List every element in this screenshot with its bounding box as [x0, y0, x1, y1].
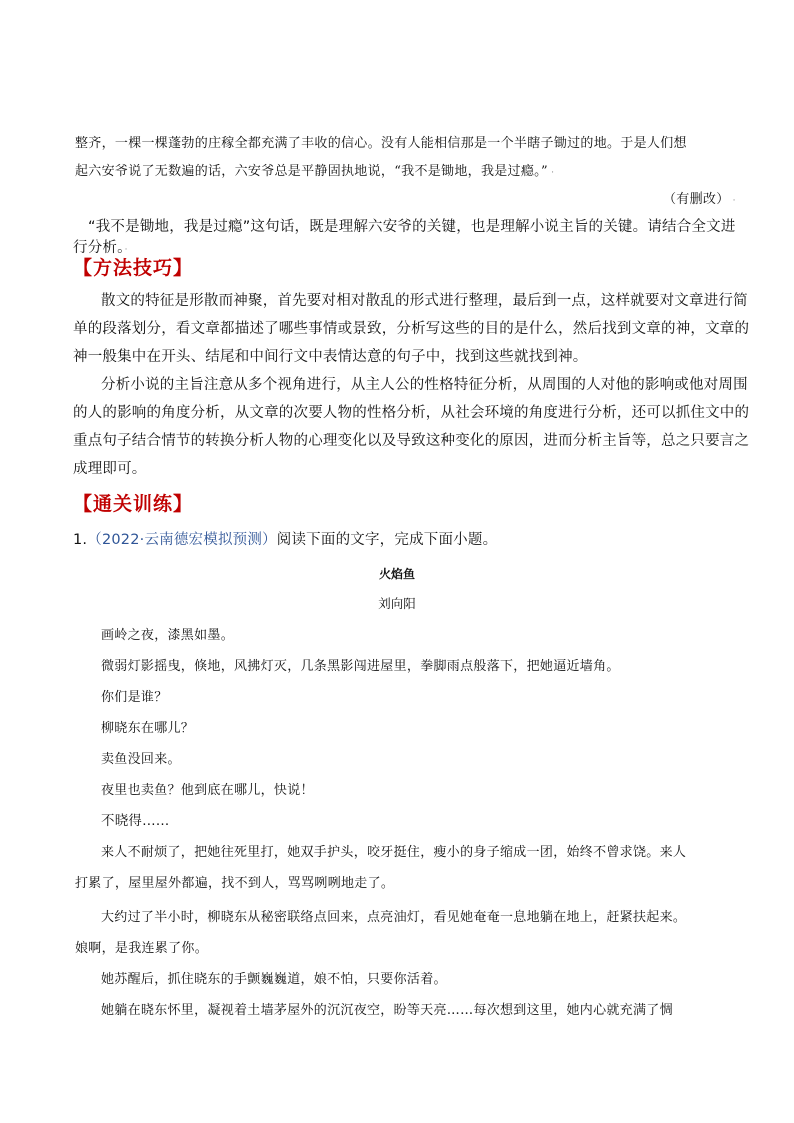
- excerpt-line-2: [75, 160, 554, 179]
- question-line-1: “我不是锄地，我是过瘾”这句话，既是理解六安爷的关键，也是理解小说主旨的关键。请结合全文进: [88, 219, 736, 235]
- story-line: 她苏醒后，抓住晓东的手颤巍巍道，娘不怕，只要你活着。: [101, 972, 447, 987]
- method-p1-line-1: 散文的特征是形散而神聚，首先要对相对散乱的形式进行整理，最后到一点，这样就要对文章进行简: [101, 293, 748, 309]
- method-p2-line-2: 的人的影响的角度分析，从文章的次要人物的性格分析，从社会环境的角度进行分析，还可以抓住文中的: [73, 405, 750, 421]
- story-line: 画岭之夜，漆黑如墨。: [101, 628, 235, 643]
- story-line: 微弱灯影摇曳，倏地，风拂灯灭，几条黑影闯进屋里，拳脚雨点般落下，把她逼近墙角。: [101, 659, 620, 674]
- story-line: 娘啊，是我连累了你。: [75, 941, 209, 956]
- story-line: 她躺在晓东怀里，凝视着土墙茅屋外的沉沉夜空，盼等天亮……每次想到这里，她内心就充满了惆: [101, 1003, 673, 1018]
- story-line: 卖鱼没回来。: [101, 752, 181, 767]
- training-question: [73, 528, 497, 549]
- method-p2-line-1: 分析小说的主旨注意从多个视角进行，从主人公的性格特征分析，从周围的人对他的影响或他对周围: [101, 377, 748, 393]
- excerpt-line-2-text: 起六安爷说了无数遍的话，六安爷总是平静固执地说，“我不是锄地，我是过瘾。”: [75, 164, 548, 179]
- story-line: 来人不耐烦了，把她往死里打，她双手护头，咬牙挺住，瘦小的身子缩成一团，始终不曾求饶。来人: [101, 845, 687, 860]
- story-author: 刘向阳: [378, 596, 416, 611]
- excerpt-line-1: 整齐，一棵一棵蓬勃的庄稼全都充满了丰收的信心。没有人能相信那是一个半瞎子锄过的地。于是人们想: [75, 136, 687, 151]
- story-line: 不晓得……: [101, 813, 170, 829]
- excerpt-note: [663, 188, 736, 207]
- method-p2-line-3: 重点句子结合情节的转换分析人物的心理变化以及导致这种变化的原因，进而分析主旨等，总之只要言之: [73, 433, 750, 449]
- story-line: 大约过了半小时，柳晓东从秘密联络点回来，点亮油灯，看见她奄奄一息地躺在地上，赶紧扶起来。: [101, 910, 687, 925]
- story-line: 夜里也卖鱼？他到底在哪儿，快说！: [101, 783, 314, 798]
- story-line: 打累了，屋里屋外都遍，找不到人，骂骂咧咧地走了。: [75, 876, 395, 891]
- question-line-2-text: 行分析。: [73, 240, 125, 256]
- method-p1-line-2: 单的段落划分，看文章都描述了哪些事情或景致，分析写这些的目的是什么，然后找到文章的神，文章的: [73, 321, 750, 337]
- story-title: 火焰鱼: [378, 567, 415, 581]
- paragraph-mark: ·: [547, 168, 555, 178]
- excerpt-note-text: （有删改）: [663, 192, 730, 207]
- question-source: （2022·云南德宏模拟预测）: [87, 532, 277, 548]
- method-p1-line-3: 神一般集中在开头、结尾和中间行文中表情达意的句子中，找到这些就找到神。: [73, 349, 588, 365]
- story-line: 柳晓东在哪儿？: [101, 721, 195, 736]
- training-heading: 【通关训练】: [73, 493, 194, 515]
- question-text: 阅读下面的文字，完成下面小题。: [276, 532, 498, 548]
- method-p2-line-4: 成理即可。: [73, 461, 147, 477]
- paragraph-mark: ·: [729, 196, 736, 206]
- method-heading: 【方法技巧】: [73, 257, 194, 279]
- story-line: 你们是谁？: [101, 690, 168, 705]
- paragraph-mark: ·: [124, 245, 128, 255]
- question-number: 1.: [73, 532, 88, 548]
